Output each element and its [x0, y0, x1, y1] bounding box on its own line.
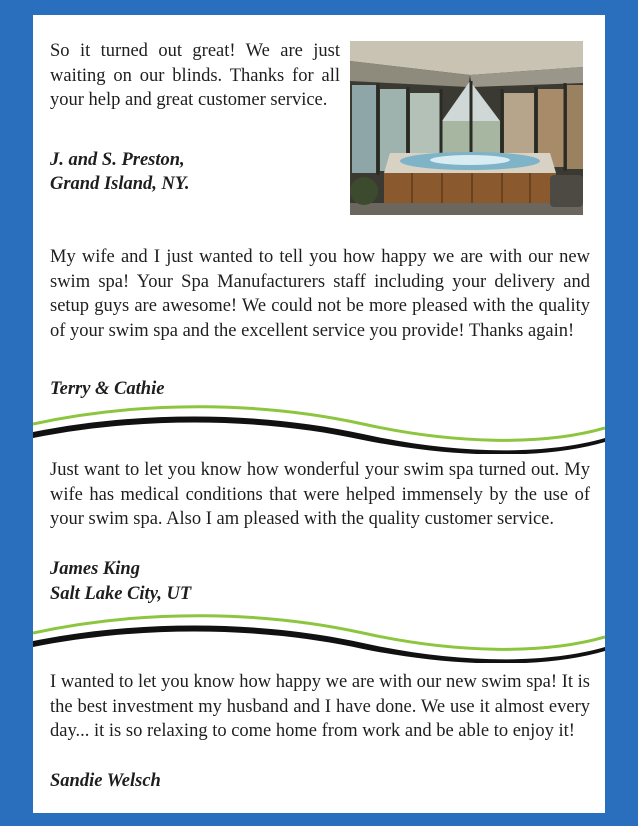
testimonial-4-text: I wanted to let you know how happy we are with our new swim spa! It is the best investment my husband and I have done. We use it almost every day... it is so relaxing to come home from work and be able to enjoy it! [50, 672, 590, 741]
testimonial-2-text: My wife and I just wanted to tell you how happy we are with our new swim spa! Your Spa Manufacturers staff including your delivery and setup guys are awesome! We could not be more pleased with the quality of your swim spa and the excellent service you provide! Thanks again! [50, 247, 590, 341]
testimonial-1-signature-location: Grand Island, NY. [50, 174, 190, 194]
wave-divider [33, 398, 605, 454]
sunroom-swim-spa-illustration [350, 41, 583, 215]
testimonial-4-signature-name: Sandie Welsch [50, 771, 161, 791]
wave-divider [33, 607, 605, 663]
testimonial-page [33, 15, 605, 813]
testimonial-3-signature-location: Salt Lake City, UT [50, 584, 192, 604]
testimonial-2-signature-name: Terry & Cathie [50, 379, 165, 399]
testimonial-3-text: Just want to let you know how wonderful your swim spa turned out. My wife has medical conditions that were helped immensely by the use of your swim spa. Also I am pleased with the quality customer service. [50, 460, 590, 529]
testimonial-3-signature-name: James King [50, 559, 140, 579]
testimonial-1-text: So it turned out great! We are just waiting on our blinds. Thanks for all your help and great customer service. [50, 41, 340, 110]
sunroom-swim-spa-photo [350, 41, 583, 215]
testimonial-1-signature-name: J. and S. Preston, [50, 150, 185, 170]
